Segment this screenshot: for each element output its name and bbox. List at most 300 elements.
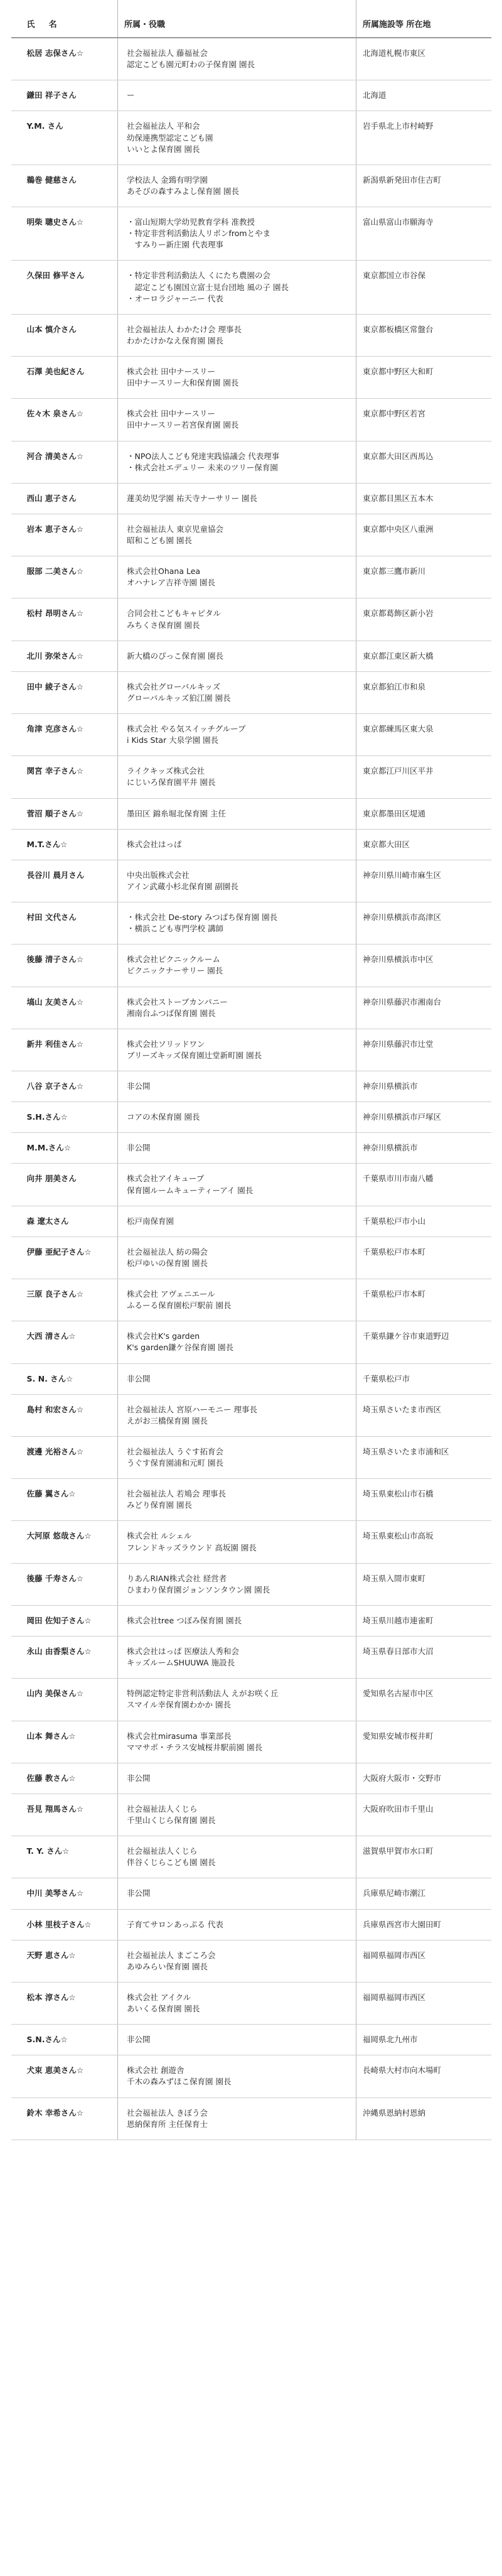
- affiliation-line: 株式会社はっぱ 医療法人秀和会: [127, 1647, 239, 1656]
- table-row: [11, 1721, 491, 1763]
- member-name: 松村 昂明さん☆: [11, 598, 118, 641]
- table-row: [11, 1071, 491, 1102]
- member-name: 後藤 千寿さん☆: [11, 1563, 118, 1605]
- member-name: 森 遼太さん: [11, 1206, 118, 1237]
- table-row: [11, 1102, 491, 1133]
- table-row: [11, 1679, 491, 1721]
- affiliation-line: アイン武蔵小杉北保育園 副園長: [127, 881, 238, 891]
- affiliation-line: すみりー新庄園 代表理事: [127, 240, 223, 250]
- table-row: [11, 111, 491, 165]
- table-row: [11, 1563, 491, 1605]
- member-location: 千葉県鎌ケ谷市東道野辺: [356, 1321, 491, 1363]
- table-row: [11, 314, 491, 356]
- affiliation-line: 株式会社Ohana Lea: [127, 566, 201, 576]
- affiliation-line: あいくる保育園 園長: [127, 2004, 200, 2013]
- affiliation-line: 株式会社アイキュープ: [127, 1174, 205, 1184]
- affiliation-line: いいとよ保育園 園長: [127, 144, 200, 154]
- affiliation-line: 恩納保育所 主任保育士: [127, 2119, 208, 2129]
- member-location: 東京都江東区新大橋: [356, 641, 491, 671]
- member-location: 千葉県市川市南八幡: [356, 1164, 491, 1206]
- affiliation-line: みちくさ保育園 園長: [127, 620, 200, 630]
- affiliation-line: i Kids Star 大泉学園 園長: [127, 735, 219, 745]
- table-row: [11, 641, 491, 671]
- affiliation-line: 社会福祉法人 まごころ会: [127, 1950, 216, 1960]
- table-row: [11, 902, 491, 944]
- member-affiliation: [118, 944, 356, 987]
- table-row: [11, 80, 491, 111]
- member-name: 長谷川 晨月さん: [11, 860, 118, 902]
- header-affiliation: 所属・役職: [118, 0, 356, 38]
- member-name: 村田 文代さん: [11, 902, 118, 944]
- member-name: S.N.さん☆: [11, 2025, 118, 2055]
- table-row: [11, 399, 491, 441]
- table-row: [11, 2097, 491, 2140]
- table-row: [11, 261, 491, 314]
- table-row: [11, 1321, 491, 1363]
- member-name: 天野 恵さん☆: [11, 1940, 118, 1982]
- member-location: 兵庫県西宮市大園田町: [356, 1909, 491, 1940]
- affiliation-line: 株式会社グローバルキッズ: [127, 681, 221, 691]
- member-name: 角津 克彦さん☆: [11, 714, 118, 756]
- affiliation-line: ー: [127, 90, 135, 100]
- member-name: 山内 美保さん☆: [11, 1679, 118, 1721]
- table-row: [11, 671, 491, 713]
- affiliation-line: 非公開: [127, 1143, 151, 1153]
- affiliation-line: 株式会社 田中ナースリー: [127, 367, 215, 376]
- member-location: 岩手県北上市村崎野: [356, 111, 491, 165]
- table-row: [11, 514, 491, 556]
- table-row: [11, 2055, 491, 2097]
- affiliation-line: 社会福祉法人 きぼう会: [127, 2108, 208, 2118]
- affiliation-line: ・オーロラジャーニー 代表: [127, 293, 223, 303]
- table-row: [11, 1394, 491, 1436]
- table-header-row: [11, 0, 491, 38]
- member-location: 北海道札幌市東区: [356, 38, 491, 80]
- affiliation-line: 認定こども園国立富士見台団地 風の子 園長: [127, 282, 289, 292]
- affiliation-line: 株式会社ソリッドワン: [127, 1039, 205, 1049]
- affiliation-line: 特例認定特定非営利活動法人 えがお咲く丘: [127, 1689, 279, 1699]
- affiliation-line: グローバルキッズ狛江園 園長: [127, 693, 231, 703]
- affiliation-line: 非公開: [127, 2035, 151, 2045]
- member-location: 神奈川県川崎市麻生区: [356, 860, 491, 902]
- member-name: 渡邊 光裕さん☆: [11, 1436, 118, 1478]
- member-name: 北川 弥栄さん☆: [11, 641, 118, 671]
- member-affiliation: [118, 556, 356, 598]
- affiliation-line: 株式会社mirasuma 事業部長: [127, 1731, 232, 1741]
- member-location: 東京都練馬区東大泉: [356, 714, 491, 756]
- member-affiliation: [118, 1940, 356, 1982]
- member-name: 佐々木 泉さん☆: [11, 399, 118, 441]
- member-location: 東京都大田区: [356, 829, 491, 860]
- member-affiliation: [118, 1982, 356, 2024]
- member-affiliation: [118, 798, 356, 829]
- table-row: [11, 860, 491, 902]
- table-row: [11, 1436, 491, 1478]
- member-location: 東京都中野区若宮: [356, 399, 491, 441]
- member-affiliation: [118, 1563, 356, 1605]
- affiliation-line: 中央出版株式会社: [127, 870, 190, 880]
- member-affiliation: [118, 1102, 356, 1133]
- table-row: [11, 165, 491, 207]
- affiliation-line: 千里山くじら保育園 園長: [127, 1816, 216, 1825]
- table-row: [11, 1836, 491, 1878]
- affiliation-line: 株式会社ピクニックルーム: [127, 955, 220, 965]
- affiliation-line: オハナレア吉祥寺園 園長: [127, 578, 215, 588]
- member-location: 東京都板橋区常盤台: [356, 314, 491, 356]
- table-row: [11, 357, 491, 399]
- member-location: 東京都葛飾区新小岩: [356, 598, 491, 641]
- table-row: [11, 944, 491, 987]
- member-name: 鎌田 祥子さん: [11, 80, 118, 111]
- member-location: 沖縄県恩納村恩納: [356, 2097, 491, 2140]
- member-location: 東京都国立市谷保: [356, 261, 491, 314]
- affiliation-line: あそびの森すみよし保育園 園長: [127, 186, 239, 196]
- member-affiliation: [118, 1363, 356, 1394]
- member-affiliation: [118, 38, 356, 80]
- member-name: Y.M. さん: [11, 111, 118, 165]
- affiliation-line: 株式会社 田中ナースリー: [127, 409, 215, 419]
- affiliation-line: わかたけかなえ保育園 園長: [127, 335, 223, 345]
- member-location: 東京都狛江市和泉: [356, 671, 491, 713]
- member-affiliation: [118, 1521, 356, 1563]
- affiliation-line: 非公開: [127, 1888, 151, 1898]
- affiliation-line: 株式会社 創遊舎: [127, 2065, 184, 2075]
- table-row: [11, 714, 491, 756]
- table-row: [11, 1521, 491, 1563]
- member-affiliation: [118, 1279, 356, 1321]
- member-location: 千葉県松戸市: [356, 1363, 491, 1394]
- affiliation-line: 社会福祉法人くじら: [127, 1804, 198, 1814]
- member-affiliation: [118, 1133, 356, 1164]
- affiliation-line: 社会福祉法人 宮原ハーモニー 理事長: [127, 1404, 257, 1414]
- affiliation-line: ひまわり保育園ジョンソンタウン園 園長: [127, 1584, 270, 1594]
- member-name: 向井 朋美さん: [11, 1164, 118, 1206]
- member-affiliation: [118, 1909, 356, 1940]
- member-location: 千葉県松戸市本町: [356, 1237, 491, 1279]
- member-location: 埼玉県さいたま市浦和区: [356, 1436, 491, 1478]
- member-name: 岩本 恵子さん☆: [11, 514, 118, 556]
- table-row: [11, 987, 491, 1029]
- member-affiliation: [118, 671, 356, 713]
- member-location: 千葉県松戸市本町: [356, 1279, 491, 1321]
- member-affiliation: [118, 441, 356, 483]
- member-name: 伊藤 亜紀子さん☆: [11, 1237, 118, 1279]
- member-location: 神奈川県横浜市高津区: [356, 902, 491, 944]
- member-location: 大阪府吹田市千里山: [356, 1794, 491, 1836]
- member-location: 東京都大田区西馬込: [356, 441, 491, 483]
- affiliation-line: 株式会社ストーブカンパニー: [127, 997, 228, 1007]
- affiliation-line: あゆみらい保育園 園長: [127, 1961, 208, 1971]
- member-affiliation: [118, 1436, 356, 1478]
- table-row: [11, 829, 491, 860]
- affiliation-line: 株式会社 アヴェニエール: [127, 1289, 215, 1299]
- member-name: 大西 清さん☆: [11, 1321, 118, 1363]
- member-affiliation: [118, 829, 356, 860]
- affiliation-line: 株式会社tree つぼみ保育園 園長: [127, 1615, 242, 1625]
- affiliation-line: 蓮美幼児学園 祐天寺ナーサリー 園長: [127, 493, 257, 503]
- affiliation-line: 社会福祉法人 わかたけ会 理事長: [127, 324, 242, 334]
- table-row: [11, 1909, 491, 1940]
- affiliation-line: 社会福祉法人 紡の陽会: [127, 1247, 208, 1257]
- table-row: [11, 756, 491, 798]
- member-location: 兵庫県尼崎市潮江: [356, 1878, 491, 1909]
- affiliation-line: 田中ナースリー大和保育園 園長: [127, 378, 239, 388]
- affiliation-line: 社会福祉法人くじら: [127, 1846, 198, 1856]
- member-affiliation: [118, 1721, 356, 1763]
- member-affiliation: [118, 1605, 356, 1636]
- member-affiliation: [118, 902, 356, 944]
- member-location: 神奈川県藤沢市湘南台: [356, 987, 491, 1029]
- affiliation-line: フレンドキッズラウンド 高坂園 園長: [127, 1542, 257, 1552]
- affiliation-line: 株式会社はっぱ: [127, 839, 182, 849]
- affiliation-line: 伴谷くじらこども園 園長: [127, 1858, 216, 1868]
- affiliation-line: 社会福祉法人 藤福祉会: [127, 48, 208, 58]
- member-name: 佐藤 教さん☆: [11, 1763, 118, 1794]
- affiliation-line: 千木の森みずほこ保育園 園長: [127, 2077, 232, 2087]
- member-affiliation: [118, 1637, 356, 1679]
- member-location: 神奈川県横浜市: [356, 1133, 491, 1164]
- member-name: 菅沼 順子さん☆: [11, 798, 118, 829]
- member-name: 大河原 悠哉さん☆: [11, 1521, 118, 1563]
- affiliation-line: 松戸南保育園: [127, 1216, 174, 1226]
- member-name: 後藤 清子さん☆: [11, 944, 118, 987]
- affiliation-line: ・特定非営利活動法人リボンfromとやま: [127, 229, 271, 239]
- member-location: 東京都三鷹市新川: [356, 556, 491, 598]
- affiliation-line: ブリーズキッズ保育園辻堂新町園 園長: [127, 1050, 262, 1060]
- member-name: 永山 由香梨さん☆: [11, 1637, 118, 1679]
- member-affiliation: [118, 2097, 356, 2140]
- member-name: 吾見 翔馬さん☆: [11, 1794, 118, 1836]
- member-affiliation: [118, 641, 356, 671]
- member-location: 神奈川県横浜市: [356, 1071, 491, 1102]
- member-affiliation: [118, 756, 356, 798]
- member-affiliation: [118, 80, 356, 111]
- member-affiliation: [118, 399, 356, 441]
- member-location: 神奈川県藤沢市辻堂: [356, 1029, 491, 1071]
- member-name: 鈴木 幸希さん☆: [11, 2097, 118, 2140]
- member-affiliation: [118, 514, 356, 556]
- affiliation-line: 幼保連携型認定こども園: [127, 133, 213, 143]
- table-row: [11, 483, 491, 514]
- table-row: [11, 207, 491, 261]
- member-name: 塙山 友美さん☆: [11, 987, 118, 1029]
- affiliation-line: 社会福祉法人 若鳩会 理事長: [127, 1489, 226, 1499]
- member-name: 小林 里枝子さん☆: [11, 1909, 118, 1940]
- member-location: 埼玉県春日部市大沼: [356, 1637, 491, 1679]
- member-name: S.H.さん☆: [11, 1102, 118, 1133]
- member-affiliation: [118, 860, 356, 902]
- member-affiliation: [118, 1071, 356, 1102]
- member-affiliation: [118, 1394, 356, 1436]
- affiliation-line: 墨田区 錦糸堀北保育園 主任: [127, 808, 226, 818]
- table-row: [11, 1363, 491, 1394]
- member-name: T. Y. さん☆: [11, 1836, 118, 1878]
- member-name: 鵜巻 健慈さん: [11, 165, 118, 207]
- affiliation-line: 松戸ゆいの保育園 園長: [127, 1258, 208, 1268]
- member-name: M.T.さん☆: [11, 829, 118, 860]
- table-row: [11, 1637, 491, 1679]
- member-name: 服部 二美さん☆: [11, 556, 118, 598]
- affiliation-line: ママサポ・チラス安城桜井駅前園 園長: [127, 1742, 263, 1752]
- member-name: S. N. さん☆: [11, 1363, 118, 1394]
- affiliation-line: 学校法人 金鵄有明学園: [127, 175, 208, 185]
- table-row: [11, 798, 491, 829]
- member-location: 長崎県大村市向木場町: [356, 2055, 491, 2097]
- member-location: 埼玉県川越市連雀町: [356, 1605, 491, 1636]
- member-location: 東京都中野区大和町: [356, 357, 491, 399]
- member-affiliation: [118, 1164, 356, 1206]
- member-name: 佐藤 翼さん☆: [11, 1479, 118, 1521]
- affiliation-line: えがお三橋保育園 園長: [127, 1415, 208, 1426]
- member-affiliation: [118, 357, 356, 399]
- affiliation-line: 非公開: [127, 1373, 151, 1383]
- member-affiliation: [118, 483, 356, 514]
- member-name: M.M.さん☆: [11, 1133, 118, 1164]
- affiliation-line: 非公開: [127, 1081, 151, 1091]
- table-row: [11, 1982, 491, 2024]
- affiliation-line: 湘南台ふつば保育園 園長: [127, 1008, 216, 1018]
- member-affiliation: [118, 987, 356, 1029]
- member-location: 富山県富山市願海寺: [356, 207, 491, 261]
- member-affiliation: [118, 1479, 356, 1521]
- affiliation-line: 新大橋のぴっこ保育園 園長: [127, 651, 223, 661]
- member-location: 東京都江戸川区平井: [356, 756, 491, 798]
- member-name: 河合 清美さん☆: [11, 441, 118, 483]
- affiliation-line: 社会福祉法人 うぐす拓育会: [127, 1446, 223, 1456]
- member-affiliation: [118, 1029, 356, 1071]
- member-affiliation: [118, 2055, 356, 2097]
- affiliation-line: キッズルームSHUUWA 施設長: [127, 1658, 235, 1668]
- header-location: 所属施設等 所在地: [356, 0, 491, 38]
- table-row: [11, 1133, 491, 1164]
- members-table: [11, 0, 491, 2140]
- member-affiliation: [118, 714, 356, 756]
- member-affiliation: [118, 1836, 356, 1878]
- member-location: 福岡県北九州市: [356, 2025, 491, 2055]
- affiliation-line: 非公開: [127, 1773, 151, 1783]
- member-affiliation: [118, 1763, 356, 1794]
- member-name: 三原 良子さん☆: [11, 1279, 118, 1321]
- affiliation-line: 株式会社 ルシェル: [127, 1531, 192, 1541]
- member-affiliation: [118, 1237, 356, 1279]
- member-location: 愛知県名古屋市中区: [356, 1679, 491, 1721]
- table-row: [11, 1029, 491, 1071]
- affiliation-line: 昭和こども園 園長: [127, 536, 192, 545]
- affiliation-line: スマイル幸保育園わかか 園長: [127, 1700, 231, 1710]
- affiliation-line: K's garden鎌ケ谷保育園 園長: [127, 1343, 234, 1353]
- affiliation-line: ふるーる保育園松戸駅前 園長: [127, 1301, 232, 1311]
- member-name: 山本 慎介さん: [11, 314, 118, 356]
- table-body: [11, 38, 491, 2140]
- member-name: 田中 綾子さん☆: [11, 671, 118, 713]
- table-row: [11, 1237, 491, 1279]
- affiliation-line: 株式会社K's garden: [127, 1331, 200, 1341]
- affiliation-line: ライクキッズ株式会社: [127, 766, 205, 776]
- affiliation-line: ・NPO法人こども発達実践協議会 代表理事: [127, 451, 280, 461]
- member-name: 松本 淳さん☆: [11, 1982, 118, 2024]
- table-row: [11, 1206, 491, 1237]
- member-name: 中川 美琴さん☆: [11, 1878, 118, 1909]
- member-location: 東京都目黒区五本木: [356, 483, 491, 514]
- member-affiliation: [118, 1794, 356, 1836]
- member-name: 岡田 佐知子さん☆: [11, 1605, 118, 1636]
- affiliation-line: ・横浜こども専門学校 講師: [127, 924, 223, 934]
- affiliation-line: 株式会社 アイクル: [127, 1992, 191, 2002]
- member-name: 犬束 恵美さん☆: [11, 2055, 118, 2097]
- table-row: [11, 2025, 491, 2055]
- member-affiliation: [118, 1206, 356, 1237]
- member-location: 東京都中央区八重洲: [356, 514, 491, 556]
- table-row: [11, 1279, 491, 1321]
- member-name: 石澤 美也紀さん: [11, 357, 118, 399]
- affiliation-line: ・特定非営利活動法人 くにたち農園の会: [127, 271, 270, 281]
- member-affiliation: [118, 261, 356, 314]
- member-affiliation: [118, 1679, 356, 1721]
- member-affiliation: [118, 1878, 356, 1909]
- affiliation-line: ピクニックナーサリー 園長: [127, 966, 223, 976]
- affiliation-line: ・富山短期大学幼児教育学科 准教授: [127, 217, 255, 227]
- table-row: [11, 1940, 491, 1982]
- member-affiliation: [118, 2025, 356, 2055]
- table-row: [11, 1794, 491, 1836]
- member-location: 東京都墨田区堤通: [356, 798, 491, 829]
- member-name: 山本 舞さん☆: [11, 1721, 118, 1763]
- table-row: [11, 1763, 491, 1794]
- affiliation-line: 保育園ルームキューティーアイ 園長: [127, 1185, 254, 1195]
- member-affiliation: [118, 598, 356, 641]
- member-location: 神奈川県横浜市戸塚区: [356, 1102, 491, 1133]
- affiliation-line: 株式会社 やる気スイッチグループ: [127, 724, 246, 733]
- table-row: [11, 38, 491, 80]
- affiliation-line: 子育てサロンあっぷる 代表: [127, 1919, 223, 1929]
- member-affiliation: [118, 165, 356, 207]
- table-row: [11, 556, 491, 598]
- table-row: [11, 598, 491, 641]
- header-name: 氏 名: [11, 0, 118, 38]
- member-location: 大阪府大阪市・交野市: [356, 1763, 491, 1794]
- member-affiliation: [118, 111, 356, 165]
- affiliation-line: 社会福祉法人 東京児童協会: [127, 524, 223, 534]
- member-location: 千葉県松戸市小山: [356, 1206, 491, 1237]
- affiliation-line: 田中ナースリー若宮保育園 園長: [127, 420, 239, 430]
- member-affiliation: [118, 207, 356, 261]
- member-location: 北海道: [356, 80, 491, 111]
- table-row: [11, 1164, 491, 1206]
- member-location: 福岡県福岡市西区: [356, 1982, 491, 2024]
- member-location: 埼玉県東松山市石橋: [356, 1479, 491, 1521]
- member-location: 福岡県福岡市西区: [356, 1940, 491, 1982]
- member-location: 埼玉県東松山市高坂: [356, 1521, 491, 1563]
- affiliation-line: ・株式会社エデュリー 未来のツリー保育園: [127, 462, 278, 472]
- member-name: 久保田 修平さん: [11, 261, 118, 314]
- affiliation-line: りあんRIAN株式会社 経営者: [127, 1573, 227, 1583]
- table-row: [11, 1605, 491, 1636]
- affiliation-line: コアの木保育園 園長: [127, 1112, 200, 1122]
- member-location: 愛知県安城市桜井町: [356, 1721, 491, 1763]
- member-location: 滋賀県甲賀市水口町: [356, 1836, 491, 1878]
- affiliation-line: 認定こども園元町わの子保育園 園長: [127, 60, 255, 70]
- member-name: 八谷 京子さん☆: [11, 1071, 118, 1102]
- member-name: 明柴 聰史さん☆: [11, 207, 118, 261]
- member-name: 島村 和宏さん☆: [11, 1394, 118, 1436]
- member-location: 埼玉県さいたま市西区: [356, 1394, 491, 1436]
- table-row: [11, 1878, 491, 1909]
- member-name: 新井 利佳さん☆: [11, 1029, 118, 1071]
- table-row: [11, 441, 491, 483]
- member-name: 西山 恵子さん: [11, 483, 118, 514]
- member-location: 神奈川県横浜市中区: [356, 944, 491, 987]
- affiliation-line: 社会福祉法人 平和会: [127, 121, 200, 131]
